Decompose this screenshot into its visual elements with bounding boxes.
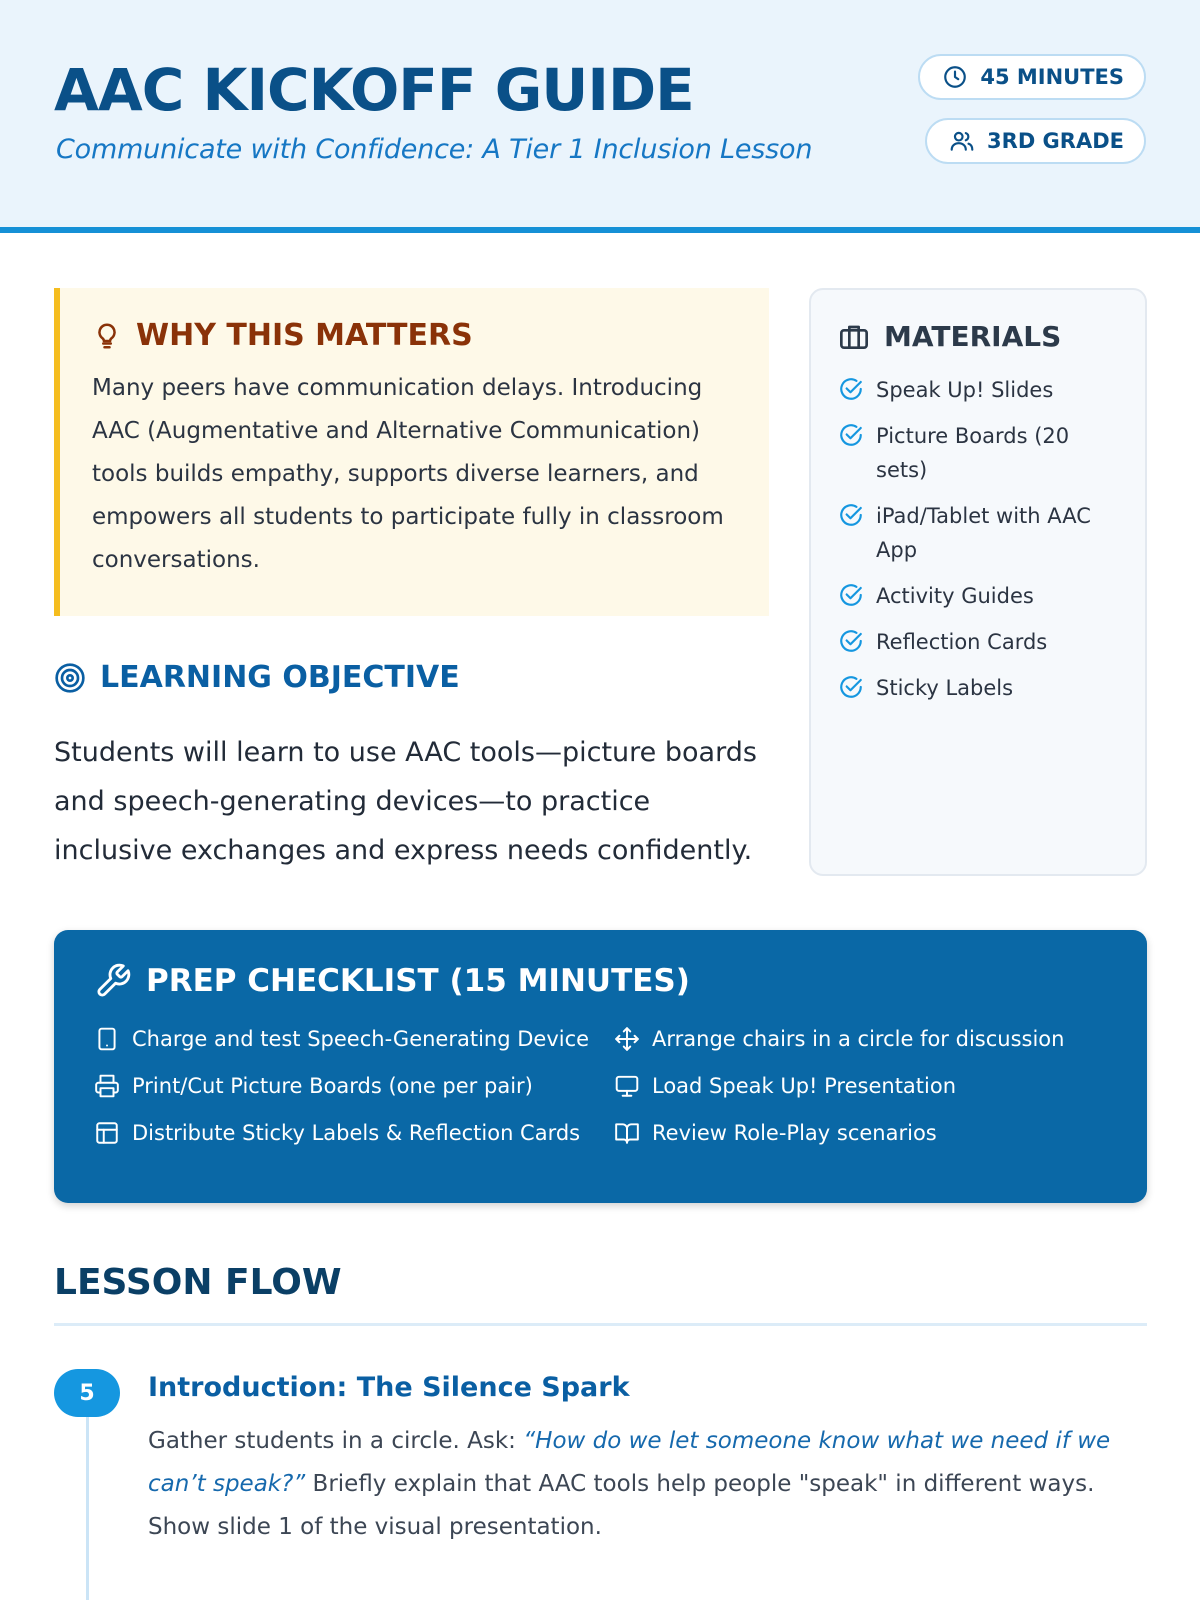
- page-header: [0, 0, 1200, 233]
- prep-item-label: Arrange chairs in a circle for discussion: [652, 1026, 1065, 1051]
- materials-heading: [838, 320, 1125, 353]
- why-heading: [92, 318, 743, 353]
- book-icon: [614, 1120, 640, 1146]
- move-icon: [614, 1026, 640, 1052]
- materials-list: [838, 373, 1125, 705]
- materials-item: [838, 579, 1125, 613]
- prep-item: [614, 1069, 1094, 1102]
- step-text-after: Briefly explain that AAC tools help people "speak" in different ways. Show slide 1 of the visual presentation.: [148, 1471, 1095, 1540]
- materials-item: [838, 671, 1125, 705]
- target-icon: [54, 662, 86, 694]
- check-circle-icon: [838, 422, 864, 448]
- check-circle-icon: [838, 674, 864, 700]
- duration-label: 45 MINUTES: [980, 65, 1124, 89]
- check-circle-icon: [838, 628, 864, 654]
- materials-item-label: Speak Up! Slides: [876, 378, 1054, 402]
- step-text: [148, 1420, 1133, 1549]
- briefcase-icon: [838, 321, 870, 353]
- step-title: Introduction: The Silence Spark: [148, 1372, 630, 1403]
- materials-item-label: Picture Boards (20 sets): [876, 424, 1070, 482]
- learning-objective-text: Students will learn to use AAC tools—picture boards and speech-generating devices—to practice inclusive exchanges and express needs confidently.: [54, 737, 757, 866]
- prep-item: [94, 1022, 614, 1055]
- tablet-icon: [94, 1026, 120, 1052]
- materials-item: [838, 625, 1125, 659]
- check-circle-icon: [838, 376, 864, 402]
- prep-item: [94, 1069, 614, 1102]
- page-title: AAC KICKOFF GUIDE: [54, 56, 694, 124]
- learning-objective-title: LEARNING OBJECTIVE: [100, 660, 460, 695]
- why-title: WHY THIS MATTERS: [136, 318, 473, 353]
- clock-icon: [942, 64, 968, 90]
- duration-badge: [918, 54, 1146, 100]
- why-this-matters-callout: [54, 288, 769, 616]
- lightbulb-icon: [92, 321, 122, 351]
- materials-item-label: Reflection Cards: [876, 630, 1048, 654]
- grade-badge: [925, 118, 1146, 164]
- prep-heading: [94, 962, 1111, 1000]
- page-subtitle: Communicate with Confidence: A Tier 1 Inclusion Lesson: [56, 134, 813, 165]
- materials-item: [838, 499, 1125, 567]
- layout-icon: [94, 1120, 120, 1146]
- prep-checklist-panel: [54, 930, 1147, 1203]
- prep-title: PREP CHECKLIST (15 MINUTES): [146, 963, 690, 999]
- materials-item: [838, 373, 1125, 407]
- materials-title: MATERIALS: [884, 320, 1062, 353]
- wrench-icon: [94, 962, 132, 1000]
- lesson-flow-title: LESSON FLOW: [54, 1262, 342, 1303]
- prep-item-label: Charge and test Speech-Generating Device: [132, 1026, 590, 1051]
- prep-item: [614, 1116, 1094, 1149]
- materials-item-label: Activity Guides: [876, 584, 1034, 608]
- why-text: Many peers have communication delays. Introducing AAC (Augmentative and Alternative Communication) tools builds empathy, supports diverse learners, and empowers all students to participate fully in classroom conversations.: [92, 375, 724, 573]
- grade-label: 3RD GRADE: [987, 129, 1124, 153]
- users-icon: [949, 128, 975, 154]
- step-minutes-badge: 5: [54, 1369, 120, 1417]
- timeline-line: [86, 1415, 89, 1600]
- check-circle-icon: [838, 502, 864, 528]
- step-text-before: Gather students in a circle. Ask:: [148, 1428, 524, 1454]
- learning-objective-heading: [54, 660, 460, 695]
- prep-item: [614, 1022, 1094, 1055]
- check-circle-icon: [838, 582, 864, 608]
- materials-item: [838, 419, 1125, 487]
- monitor-icon: [614, 1073, 640, 1099]
- materials-panel: [809, 288, 1147, 876]
- lesson-flow-divider: [54, 1323, 1147, 1326]
- prep-item-label: Print/Cut Picture Boards (one per pair): [132, 1073, 533, 1098]
- materials-item-label: Sticky Labels: [876, 676, 1014, 700]
- printer-icon: [94, 1073, 120, 1099]
- prep-item-label: Review Role-Play scenarios: [652, 1120, 937, 1145]
- prep-list: [94, 1022, 1111, 1149]
- prep-item: [94, 1116, 614, 1149]
- step-quote: “How do we let someone know what we need if we can’t speak?”: [148, 1428, 1111, 1497]
- prep-item-label: Load Speak Up! Presentation: [652, 1073, 957, 1098]
- materials-item-label: iPad/Tablet with AAC App: [876, 504, 1091, 562]
- prep-item-label: Distribute Sticky Labels & Reflection Cards: [132, 1120, 581, 1145]
